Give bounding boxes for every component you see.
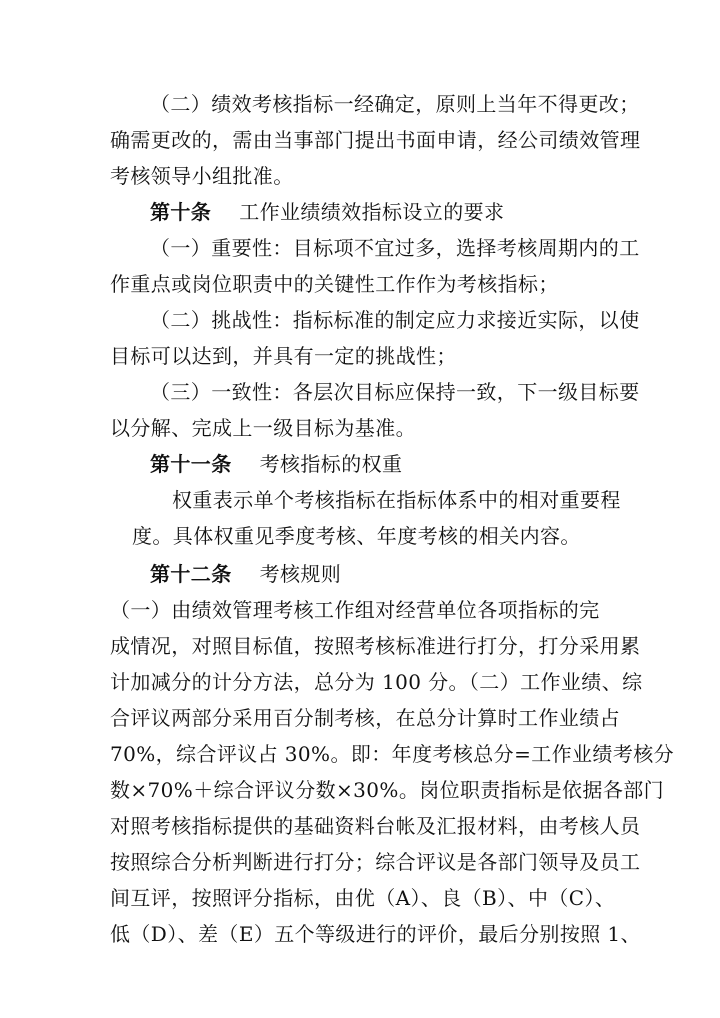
paragraph-line: 对照考核指标提供的基础资料台帐及汇报材料，由考核人员: [110, 814, 641, 838]
article-10-heading: [150, 198, 504, 226]
article-title: 考核指标的权重: [259, 452, 403, 476]
paragraph-line: 度。具体权重见季度考核、年度考核的相关内容。: [132, 524, 581, 548]
paragraph-line: 确需更改的，需由当事部门提出书面申请，经公司绩效管理: [110, 128, 641, 152]
paragraph-line: 低（D）、差（E）五个等级进行的评价，最后分别按照 1、: [110, 922, 641, 946]
paragraph-line: （一）由绩效管理考核工作组对经营单位各项指标的完: [110, 598, 600, 622]
paragraph-line: （二）挑战性：指标标准的制定应力求接近实际，以使: [150, 308, 640, 332]
paragraph-line: 以分解、完成上一级目标为基准。: [110, 416, 416, 440]
article-12-heading: [150, 560, 341, 588]
paragraph-line: 70%，综合评议占 30%。即：年度考核总分=工作业绩考核分: [110, 742, 675, 766]
paragraph-line: 计加减分的计分方法，总分为 100 分。（二）工作业绩、综: [110, 670, 643, 694]
paragraph-line: 合评议两部分采用百分制考核，在总分计算时工作业绩占: [110, 706, 620, 730]
article-number: 第十二条: [150, 562, 232, 586]
paragraph-line: （一）重要性：目标项不宜过多，选择考核周期内的工: [150, 236, 640, 260]
paragraph-line: 成情况，对照目标值，按照考核标准进行打分，打分采用累: [110, 634, 641, 658]
paragraph-line: 按照综合分析判断进行打分；综合评议是各部门领导及员工: [110, 850, 641, 874]
paragraph-line: （二）绩效考核指标一经确定，原则上当年不得更改；: [150, 92, 640, 116]
paragraph-line: 目标可以达到，并具有一定的挑战性；: [110, 344, 457, 368]
paragraph-line: 考核领导小组批准。: [110, 164, 294, 188]
article-number: 第十一条: [150, 452, 232, 476]
paragraph-line: （三）一致性：各层次目标应保持一致，下一级目标要: [150, 380, 640, 404]
article-number: 第十条: [150, 200, 212, 224]
article-title: 考核规则: [259, 562, 342, 586]
article-11-heading: [150, 450, 402, 478]
paragraph-line: 数×70%＋综合评议分数×30%。岗位职责指标是依据各部门: [110, 778, 665, 802]
paragraph-line: 权重表示单个考核指标在指标体系中的相对重要程: [172, 488, 621, 512]
paragraph-line: 作重点或岗位职责中的关键性工作作为考核指标；: [110, 272, 559, 296]
paragraph-line: 间互评，按照评分指标，由优（A）、良（B）、中（C）、: [110, 886, 616, 910]
article-title: 工作业绩绩效指标设立的要求: [239, 200, 505, 224]
